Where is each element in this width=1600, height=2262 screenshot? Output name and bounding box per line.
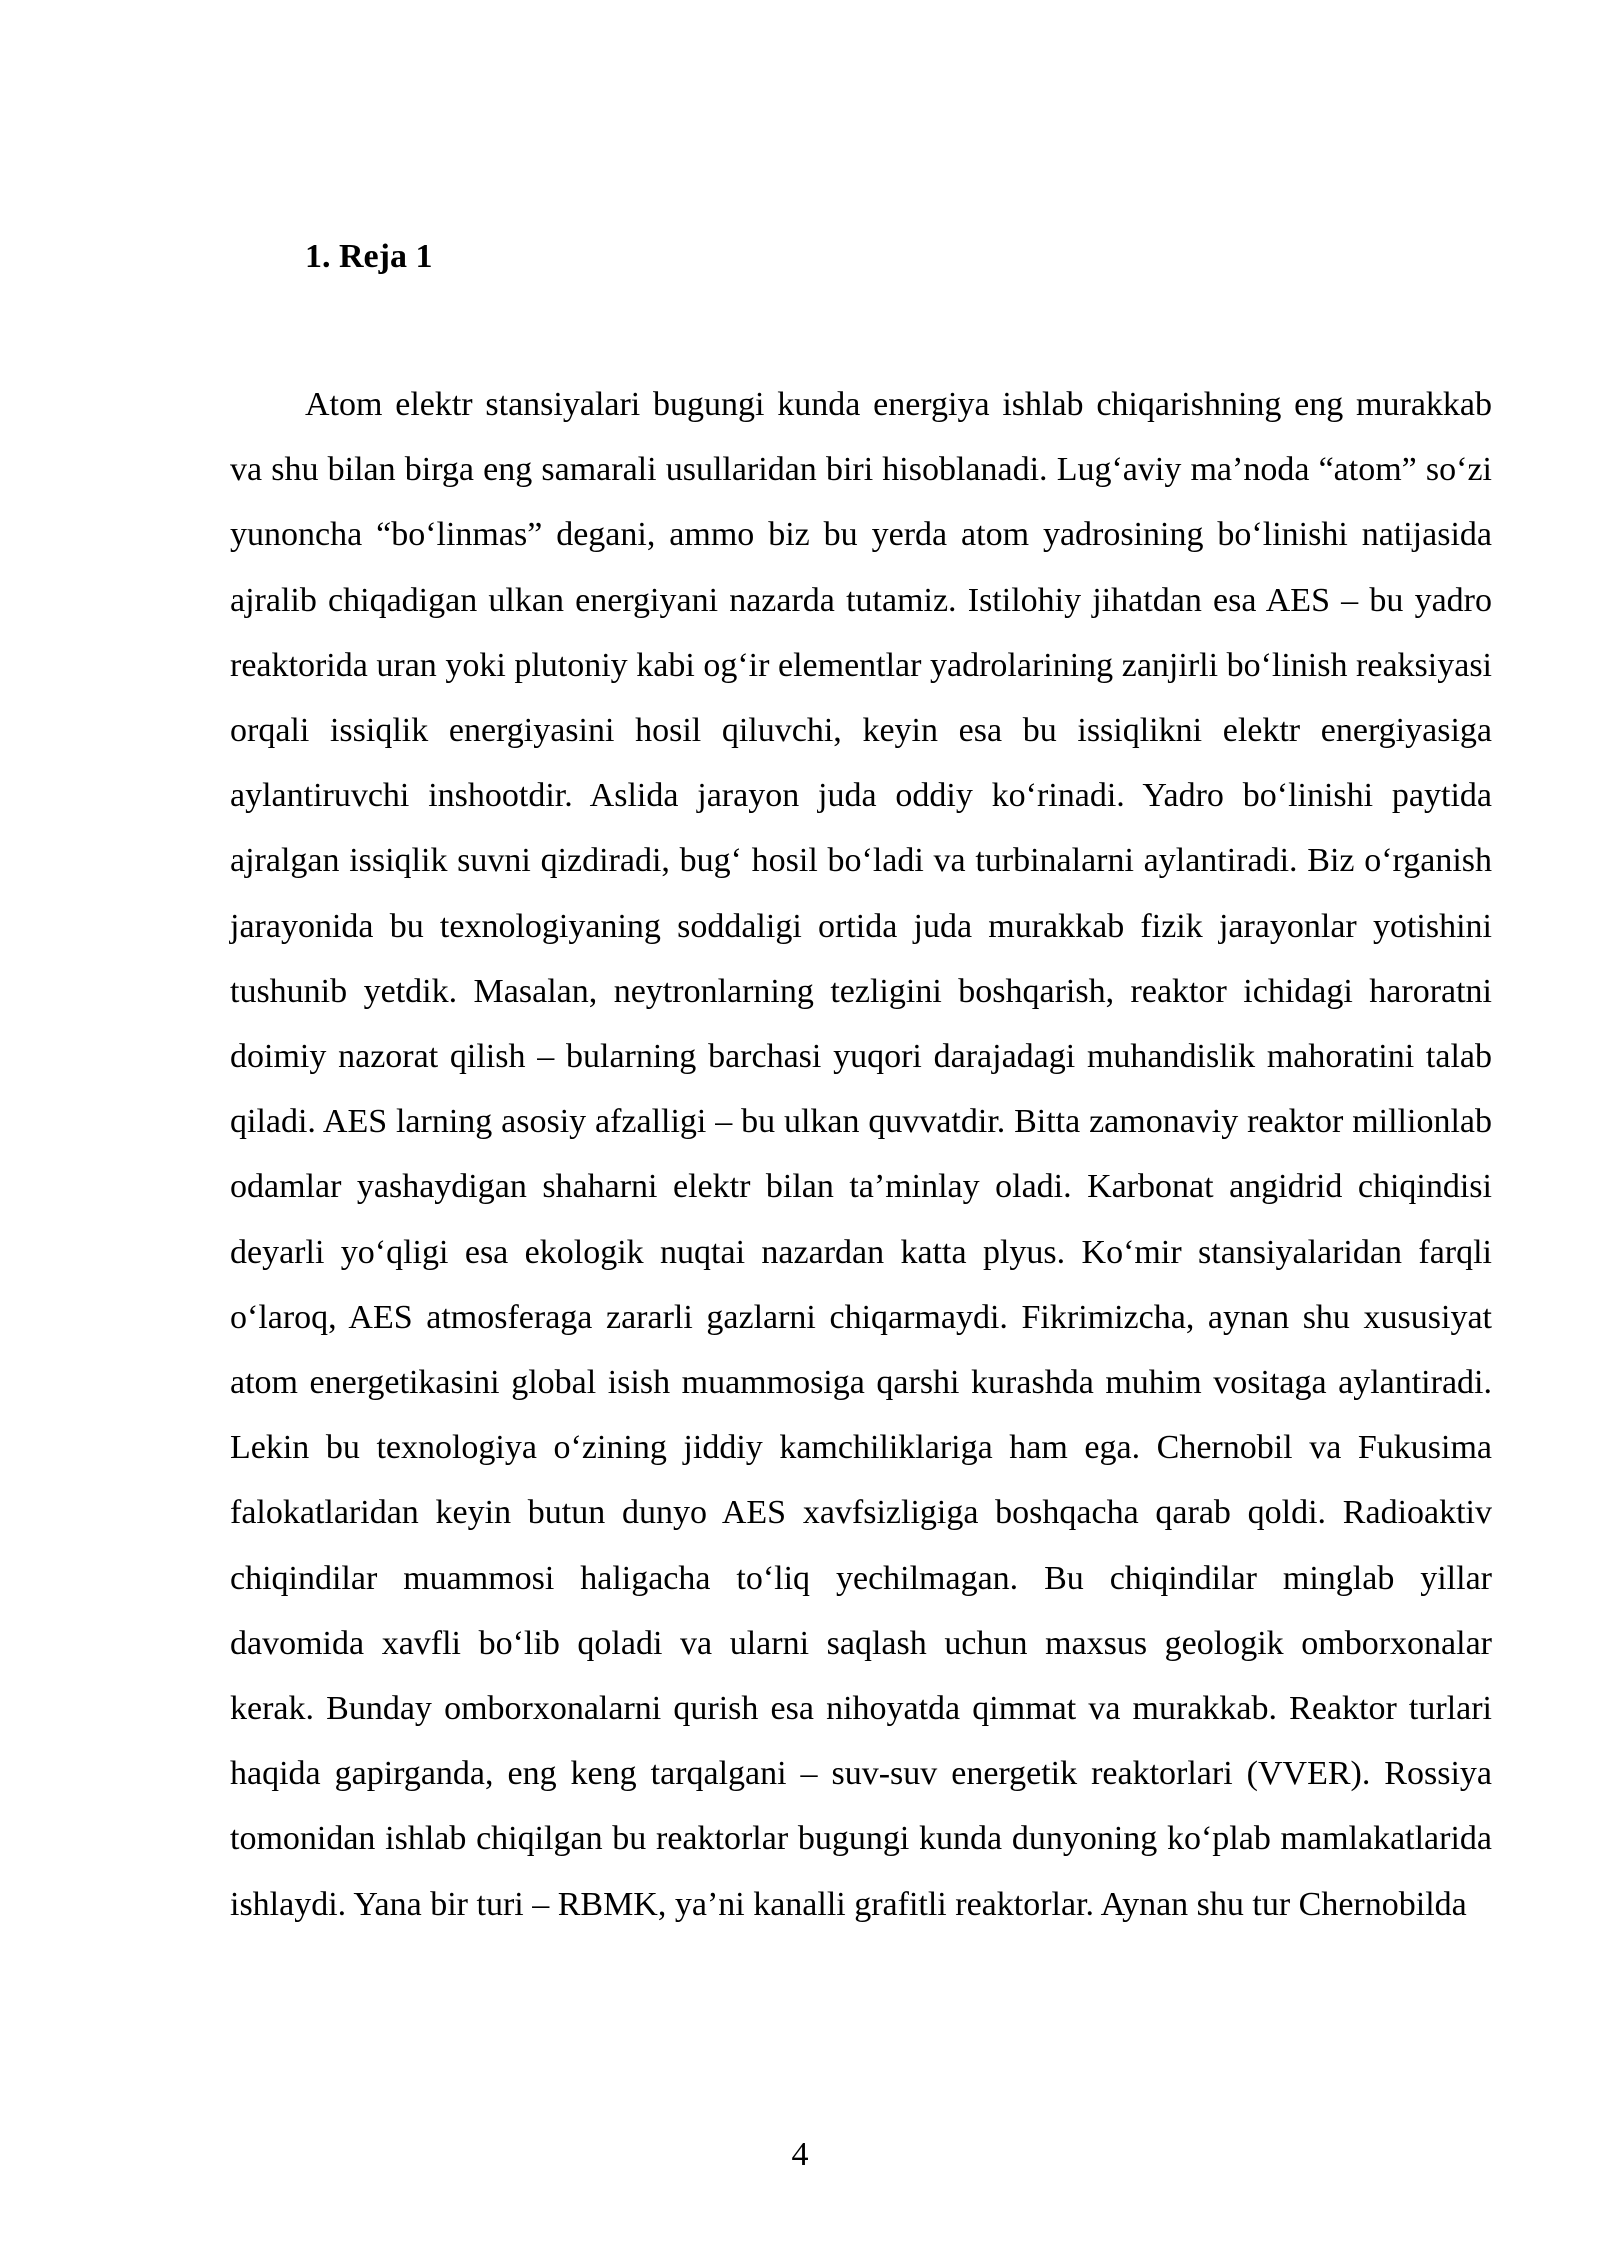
body-paragraph: Atom elektr stansiyalari bugungi kunda energiya ishlab chiqarishning eng murakkab va shu bilan birga eng samarali usullaridan biri hisoblanadi. Lug‘aviy ma’noda “atom” so‘zi yunoncha “bo‘linmas” degani, ammo biz bu yerda atom yadrosining bo‘linishi natijasida ajralib chiqadigan ulkan energiyani nazarda tutamiz. Istilohiy jihatdan esa AES – bu yadro reaktorida uran yoki plutoniy kabi og‘ir elementlar yadrolarining zanjirli bo‘linish reaksiyasi orqali issiqlik energiyasini hosil qiluvchi, keyin esa bu issiqlikni elektr energiyasiga aylantiruvchi inshootdir. Aslida jarayon juda oddiy ko‘rinadi. Yadro bo‘linishi paytida ajralgan issiqlik suvni qizdiradi, bug‘ hosil bo‘ladi va turbinalarni aylantiradi. Biz o‘rganish jarayonida bu texnologiyaning soddaligi ortida juda murakkab fizik jarayonlar yotishini tushunib yetdik. Masalan, neytronlarning tezligini boshqarish, reaktor ichidagi haroratni doimiy nazorat qilish – bularning barchasi yuqori darajadagi muhandislik mahoratini talab qiladi. AES larning asosiy afzalligi – bu ulkan quvvatdir. Bitta zamonaviy reaktor millionlab odamlar yashaydigan shaharni elektr bilan ta’minlay oladi. Karbonat angidrid chiqindisi deyarli yo‘qligi esa ekologik nuqtai nazardan katta plyus. Ko‘mir stansiyalaridan farqli o‘laroq, AES atmosferaga zararli gazlarni chiqarmaydi. Fikrimizcha, aynan shu xususiyat atom energetikasini global isish muammosiga qarshi kurashda muhim vositaga aylantiradi. Lekin bu texnologiya o‘zining jiddiy kamchiliklariga ham ega. Chernobil va Fukusima falokatlaridan keyin butun dunyo AES xavfsizligiga boshqacha qarab qoldi. Radioaktiv chiqindilar muammosi haligacha to‘liq yechilmagan. Bu chiqindilar minglab yillar davomida xavfli bo‘lib qoladi va ularni saqlash uchun maxsus geologik omborxonalar kerak. Bunday omborxonalarni qurish esa nihoyatda qimmat va murakkab. Reaktor turlari haqida gapirganda, eng keng tarqalgani – suv-suv energetik reaktorlari (VVER). Rossiya tomonidan ishlab chiqilgan bu reaktorlar bugungi kunda dunyoning ko‘plab mamlakatlarida ishlaydi. Yana bir turi – RBMK, ya’ni kanalli grafitli reaktorlar. Aynan shu tur Chernobilda: [230, 386, 1492, 1923]
section-heading: 1. Reja 1: [305, 238, 433, 275]
page-number: 4: [791, 2136, 809, 2173]
